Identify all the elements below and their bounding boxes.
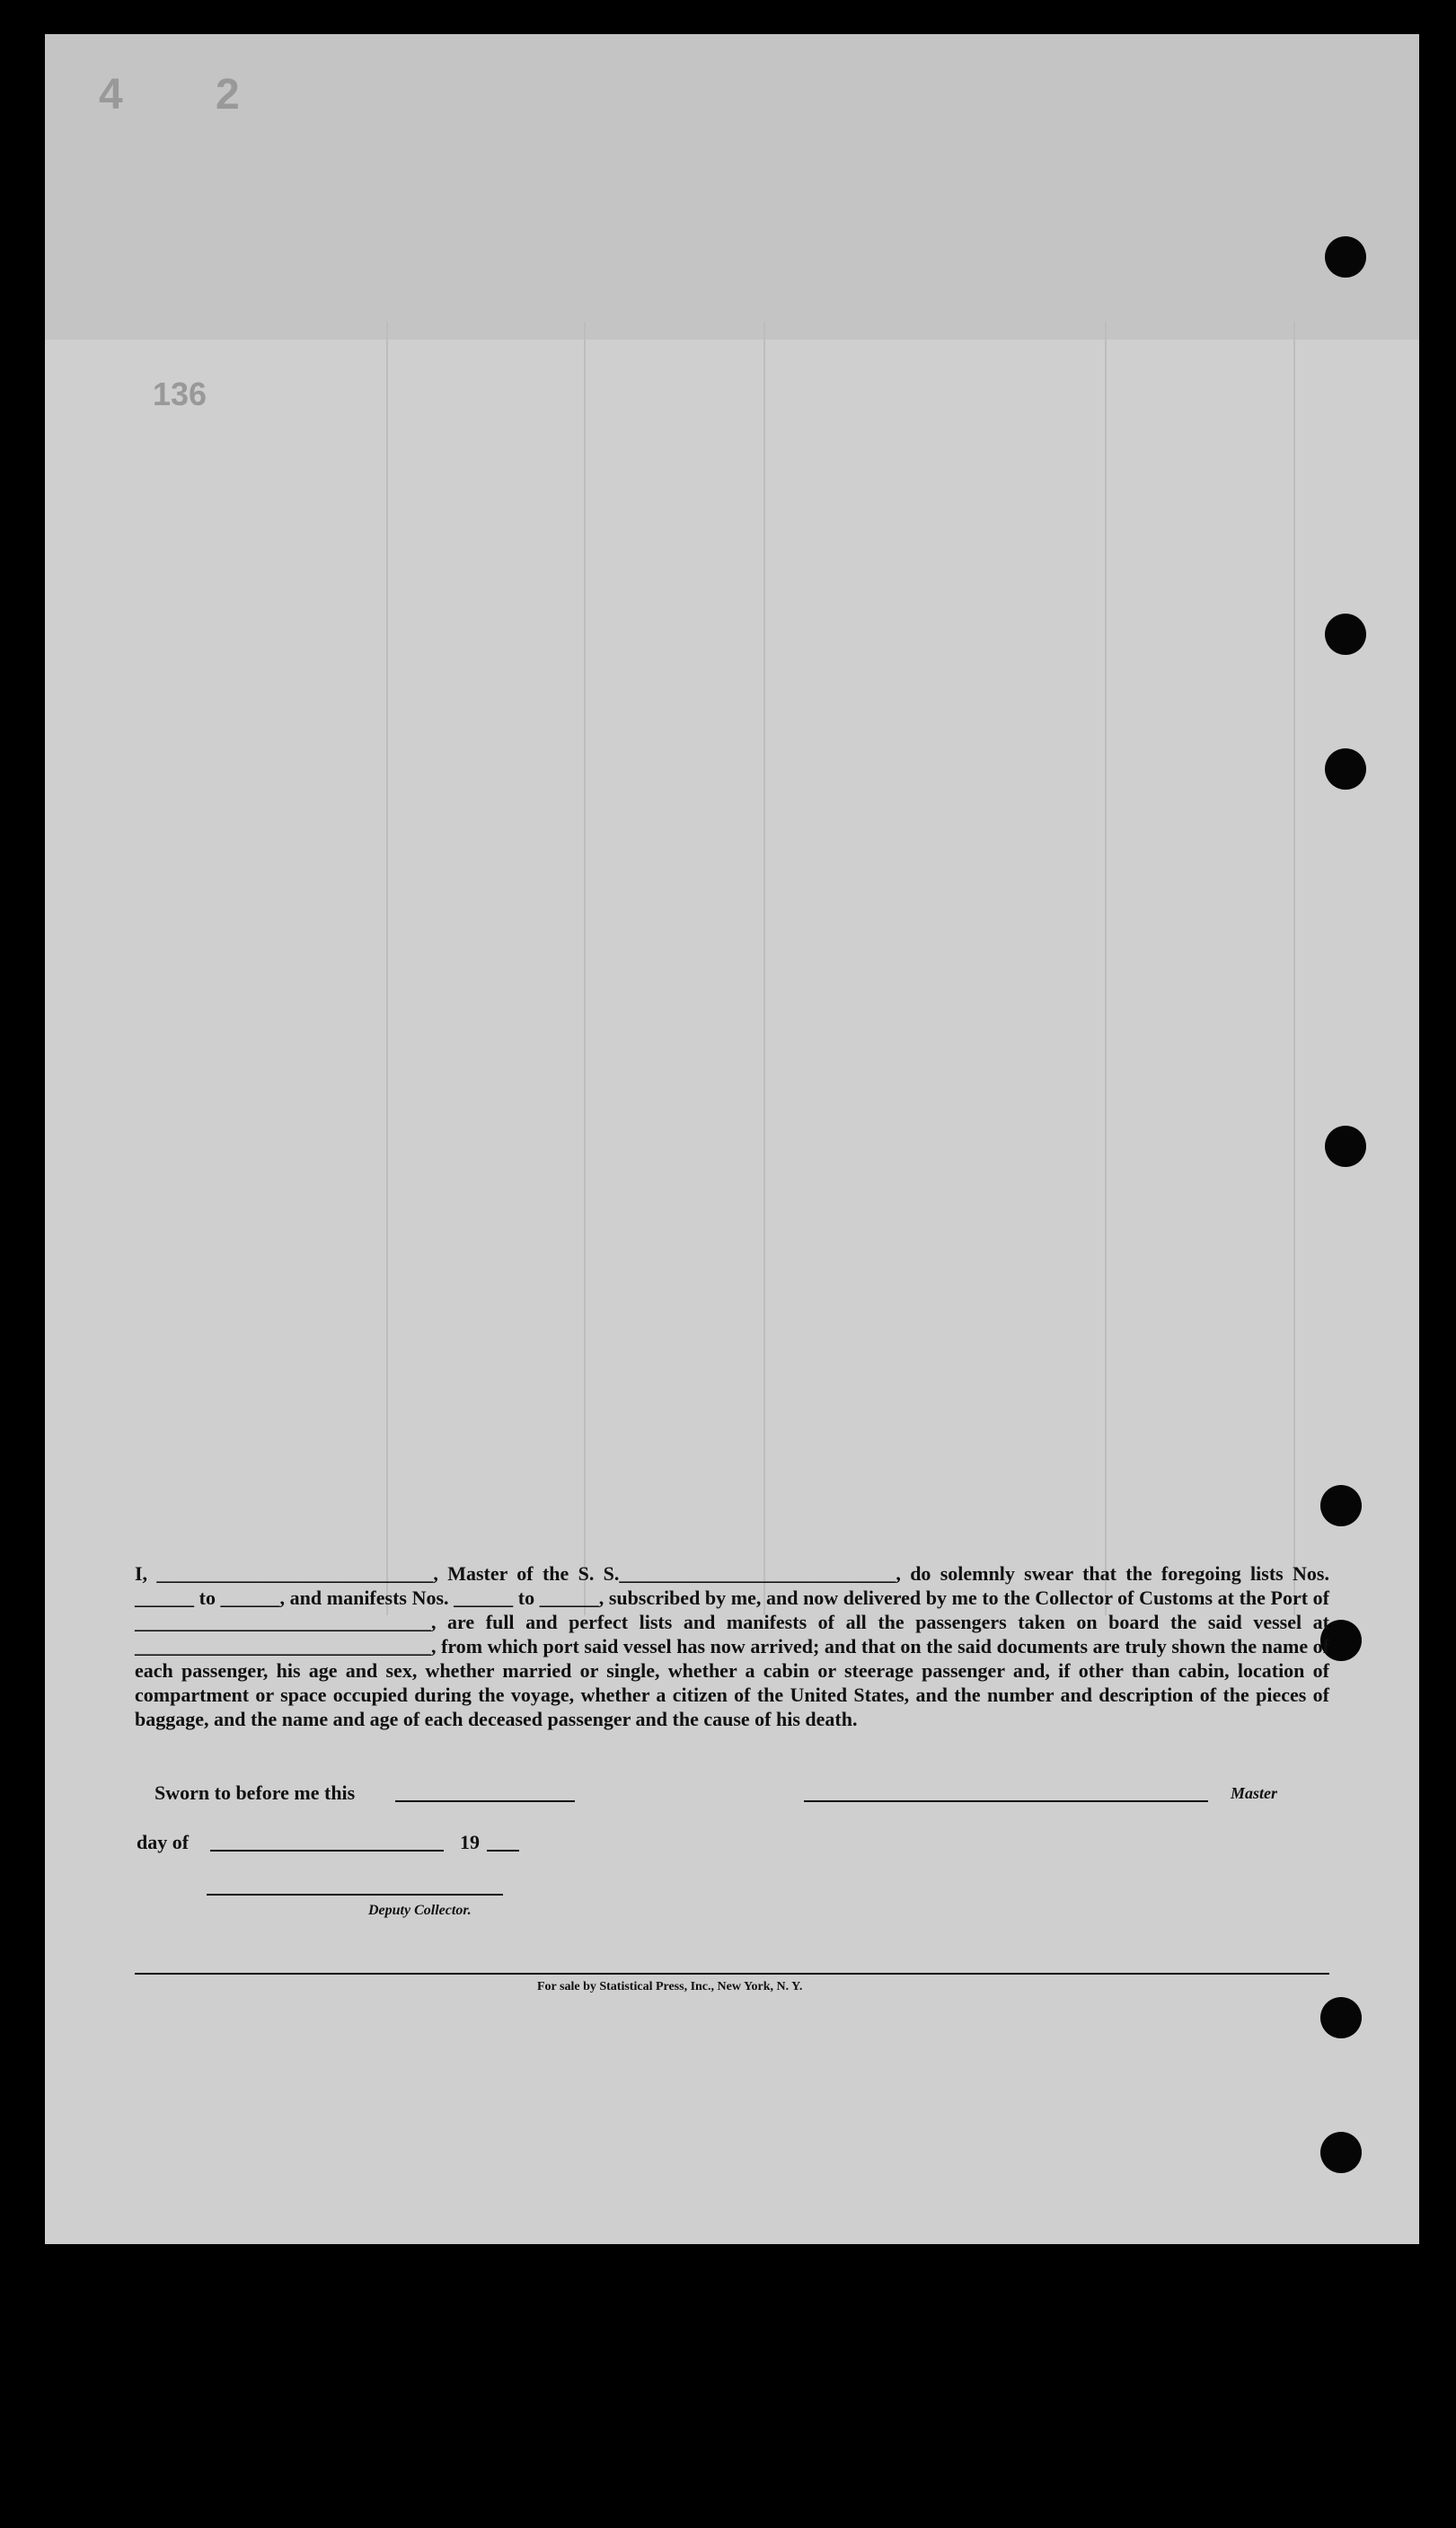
printer-footer: For sale by Statistical Press, Inc., New York, N. Y. [537,1980,803,1993]
column-divider [584,322,586,1615]
punch-hole [1325,1126,1366,1167]
year-line [487,1850,519,1852]
master-label: Master [1231,1784,1278,1802]
column-divider [1105,322,1107,1615]
day-of-label: day of [137,1831,190,1853]
punch-hole [1325,236,1366,278]
day-line [210,1850,444,1852]
stamp-number: 2 [216,71,240,119]
stamp-number: 4 [99,71,123,119]
master-declaration: I, ____________________________, Master of the S. S.____________________________, do solemnly swear that the foregoing lists Nos. ______ to ______, and manifests Nos. ______ to ______, subscribed by me, and now delivered by me to the Collector of Customs at the Port of ______________________________, are full and perfect lists and manifests of all the passengers taken on board the said vessel at ______________________________, from which port said vessel has now arrived; and that on the said documents are truly shown the name of each passenger, his age and sex, whether married or single, whether a cabin or steerage passenger and, if other than cabin, location of compartment or space occupied during the voyage, whether a citizen of the United States, and the number and description of the pieces of baggage, and the name and age of each deceased passenger and the cause of his death. [135,1562,1329,1730]
column-divider [763,322,765,1615]
page-header-area [45,34,1419,340]
deputy-line [207,1894,503,1896]
column-divider [386,322,388,1615]
punch-hole [1320,2132,1362,2173]
punch-hole [1320,1485,1362,1526]
page-number: 136 [153,376,207,412]
year-prefix: 19 [460,1831,480,1853]
footer-rule [135,1973,1329,1975]
sworn-label: Sworn to before me this [154,1781,356,1804]
sworn-line [395,1800,575,1802]
column-divider [1293,322,1295,1615]
master-signature-line [804,1800,1208,1802]
deputy-label: Deputy Collector. [368,1903,472,1918]
punch-hole [1325,614,1366,655]
punch-hole [1325,748,1366,790]
punch-hole [1320,1997,1362,2038]
manifest-page [45,34,1419,2244]
